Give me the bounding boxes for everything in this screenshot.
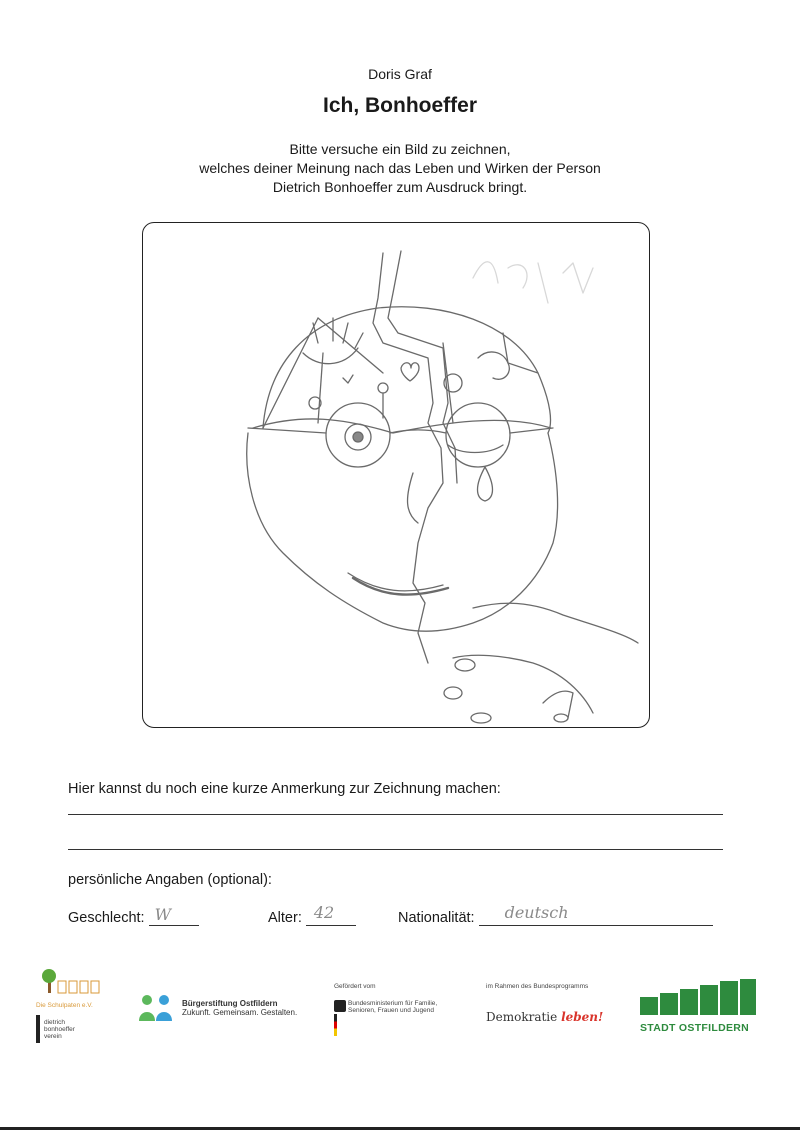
personal-heading: persönliche Angaben (optional): [68, 872, 272, 888]
page-title: Ich, Bonhoeffer [322, 94, 477, 117]
logo3-text: Bundesministerium für Familie, Senioren, Frauen und Jugend [348, 1000, 438, 1014]
age-label: Alter: [268, 910, 302, 926]
nationality-value: deutsch [504, 903, 569, 922]
logo2-name: Bürgerstiftung Ostfildern [182, 999, 278, 1008]
instruction-line: Dietrich Bonhoeffer zum Ausdruck bringt. [272, 179, 528, 195]
logo-demokratie-leben [486, 983, 616, 1024]
drawing-frame [142, 222, 650, 728]
logo2-tagline: Zukunft. Gemeinsam. Gestalten. [182, 1008, 298, 1017]
gender-label: Geschlecht: [68, 910, 145, 926]
logo1-top: Die Schulpaten e.V. [36, 1002, 93, 1009]
logo4-accent: leben! [561, 1010, 604, 1024]
logo3-caption: Gefördert vom [334, 983, 376, 990]
logo-buergerstiftung [138, 993, 297, 1023]
sponsor-logos [0, 965, 800, 1045]
note-line-1[interactable] [68, 814, 723, 815]
logo1-bottom: dietrich bonhoeffer verein [44, 1018, 75, 1040]
note-line-2[interactable] [68, 849, 723, 850]
logo4-text: Demokratie [486, 1010, 558, 1024]
gender-field [68, 905, 199, 926]
gender-input[interactable] [149, 905, 199, 926]
nationality-input[interactable] [479, 905, 713, 926]
eagle-icon [334, 1000, 348, 1036]
cross-icon [36, 1015, 40, 1043]
logo-stadt-ostfildern [640, 979, 756, 1034]
age-input[interactable] [306, 905, 356, 926]
people-icon [138, 993, 174, 1023]
instructions [0, 140, 800, 197]
bars-icon [640, 979, 756, 1015]
logo4-caption: im Rahmen des Bundesprogramms [486, 983, 589, 990]
nationality-field [398, 905, 713, 926]
author-name: Doris Graf [368, 66, 432, 82]
gender-value: W [154, 905, 172, 924]
instruction-line: welches deiner Meinung nach das Leben und Wirken der Person [199, 160, 601, 176]
age-field [268, 905, 356, 926]
nationality-label: Nationalität: [398, 910, 475, 926]
note-label: Hier kannst du noch eine kurze Anmerkung zur Zeichnung machen: [68, 781, 501, 797]
logo-bmfsfj [334, 983, 454, 1036]
tree-icon [36, 967, 106, 997]
instruction-line: Bitte versuche ein Bild zu zeichnen, [289, 141, 511, 157]
age-value: 42 [313, 903, 335, 922]
logo-schulpaten-bonhoeffer [36, 967, 106, 1043]
pencil-sketch-face-icon [143, 223, 650, 728]
logo5-text: STADT OSTFILDERN [640, 1022, 750, 1034]
